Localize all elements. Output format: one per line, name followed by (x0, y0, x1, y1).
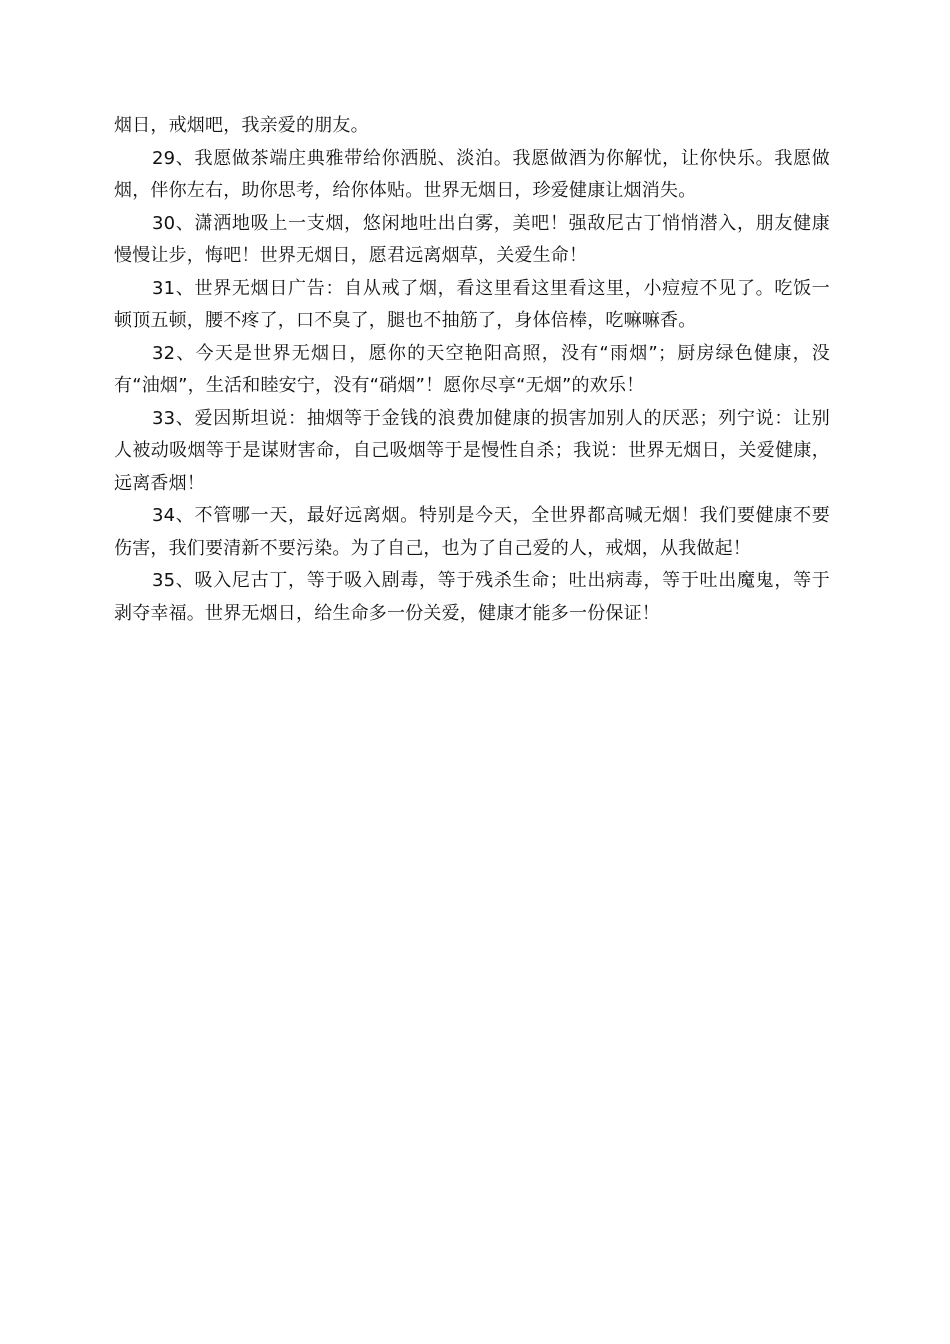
paragraph-33: 33、爱因斯坦说：抽烟等于金钱的浪费加健康的损害加别人的厌恶；列宁说：让别人被动吸烟等于是谋财害命，自己吸烟等于是慢性自杀；我说：世界无烟日，关爱健康，远离香烟！ (114, 407, 830, 494)
paragraph-32: 32、今天是世界无烟日，愿你的天空艳阳高照，没有“雨烟”；厨房绿色健康，没有“油烟”，生活和睦安宁，没有“硝烟”！愿你尽享“无烟”的欢乐！ (114, 342, 830, 396)
paragraph-34: 34、不管哪一天，最好远离烟。特别是今天，全世界都高喊无烟！我们要健康不要伤害，我们要清新不要污染。为了自己，也为了自己爱的人，戒烟，从我做起！ (114, 505, 830, 559)
paragraph-continuation: 烟日，戒烟吧，我亲爱的朋友。 (114, 115, 369, 136)
paragraph-29: 29、我愿做茶端庄典雅带给你洒脱、淡泊。我愿做酒为你解忧，让你快乐。我愿做烟，伴你左右，助你思考，给你体贴。世界无烟日，珍爱健康让烟消失。 (114, 147, 830, 201)
paragraph-31: 31、世界无烟日广告：自从戒了烟，看这里看这里看这里，小痘痘不见了。吃饭一顿顶五顿，腰不疼了，口不臭了，腿也不抽筋了，身体倍棒，吃嘛嘛香。 (114, 277, 830, 331)
document-body (114, 110, 830, 630)
paragraph-35: 35、吸入尼古丁，等于吸入剧毒，等于残杀生命；吐出病毒，等于吐出魔鬼，等于剥夺幸福。世界无烟日，给生命多一份关爱，健康才能多一份保证！ (114, 570, 830, 624)
paragraph-30: 30、潇洒地吸上一支烟，悠闲地吐出白雾，美吧！强敌尼古丁悄悄潜入，朋友健康慢慢让步，悔吧！世界无烟日，愿君远离烟草，关爱生命！ (114, 212, 830, 266)
